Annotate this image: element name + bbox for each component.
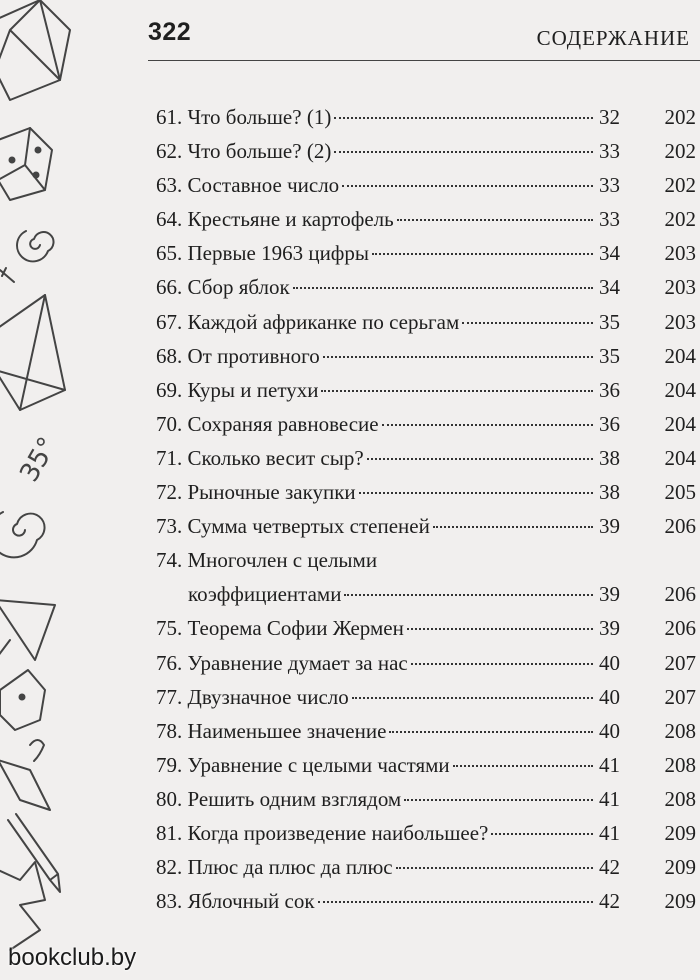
- toc-entry: [156, 714, 696, 748]
- dot-leader: [344, 594, 593, 596]
- toc-entry-page: 34: [599, 241, 620, 266]
- toc-entry-title: 62. Что больше? (2): [156, 139, 332, 164]
- toc-entry: [156, 816, 696, 850]
- table-of-contents: [156, 100, 696, 918]
- toc-entry-page: 42: [599, 855, 620, 880]
- toc-entry-title: 72. Рыночные закупки: [156, 480, 356, 505]
- toc-entry: [156, 305, 696, 339]
- toc-entry-title: 71. Сколько весит сыр?: [156, 445, 364, 470]
- toc-entry-page: 41: [599, 820, 620, 845]
- cube-drawing: [0, 670, 45, 730]
- toc-entry-answer-page: 209: [664, 820, 696, 845]
- toc-entry-answer-page: 202: [664, 207, 696, 232]
- spiral-drawing: [17, 231, 54, 261]
- toc-entry-page: 41: [599, 752, 620, 777]
- toc-entry: [156, 646, 696, 680]
- toc-entry-answer-page: 204: [664, 411, 696, 436]
- running-head: СОДЕРЖАНИЕ: [536, 26, 690, 50]
- toc-entry: [156, 100, 696, 134]
- toc-entry: [156, 611, 696, 645]
- dot-leader: [334, 151, 593, 153]
- dot-leader: [342, 185, 593, 187]
- toc-entry-answer-page: 209: [664, 889, 696, 914]
- angle-label: 35°: [14, 432, 64, 488]
- toc-entry-title: 78. Наименьшее значение: [156, 718, 387, 743]
- dot-leader: [396, 867, 593, 869]
- toc-entry-title: 77. Двузначное число: [156, 684, 349, 709]
- toc-entry-answer-page: 202: [664, 139, 696, 164]
- toc-entry-answer-page: 205: [664, 480, 696, 505]
- toc-entry: [156, 850, 696, 884]
- toc-entry-answer-page: 204: [664, 445, 696, 470]
- squiggle-drawing: [30, 740, 44, 761]
- toc-entry: [156, 202, 696, 236]
- toc-entry: [156, 407, 696, 441]
- toc-entry-answer-page: 206: [664, 582, 696, 607]
- toc-entry-answer-page: 209: [664, 855, 696, 880]
- toc-entry-title: 64. Крестьяне и картофель: [156, 207, 394, 232]
- dot-leader: [318, 901, 593, 903]
- page-number: 322: [148, 18, 192, 46]
- toc-entry: [156, 884, 696, 918]
- toc-entry-page: 40: [599, 684, 620, 709]
- toc-entry-answer-page: 203: [664, 241, 696, 266]
- toc-entry-page: 35: [599, 343, 620, 368]
- toc-entry-page: 35: [599, 309, 620, 334]
- toc-entry-page: 39: [599, 582, 620, 607]
- toc-entry-page: 36: [599, 377, 620, 402]
- toc-entry-title: 79. Уравнение с целыми частями: [156, 752, 450, 777]
- toc-entry: [156, 543, 696, 611]
- toc-entry-title: 82. Плюс да плюс да плюс: [156, 855, 393, 880]
- toc-entry-title: 75. Теорема Софии Жермен: [156, 616, 404, 641]
- toc-entry-page: 33: [599, 207, 620, 232]
- toc-entry-answer-page: 207: [664, 684, 696, 709]
- toc-entry-answer-page: 204: [664, 377, 696, 402]
- pin-drawing: [0, 268, 14, 282]
- toc-entry-title: 70. Сохраняя равновесие: [156, 411, 379, 436]
- prism-drawing: [0, 760, 50, 810]
- zigzag-drawing: [0, 862, 45, 950]
- toc-entry-title: 69. Куры и петухи: [156, 377, 319, 402]
- dot-leader: [382, 424, 593, 426]
- toc-entry-title: 74. Многочлен с целыми: [156, 548, 378, 573]
- toc-entry: [156, 134, 696, 168]
- dot-leader: [462, 322, 593, 324]
- toc-entry-page: 40: [599, 650, 620, 675]
- toc-entry-answer-page: 206: [664, 616, 696, 641]
- toc-entry-title: 61. Что больше? (1): [156, 105, 332, 129]
- dice-drawing: [0, 128, 52, 200]
- dot-leader: [433, 526, 593, 528]
- dot-leader: [397, 219, 593, 221]
- toc-entry-page: 34: [599, 275, 620, 300]
- toc-entry-title: 65. Первые 1963 цифры: [156, 241, 370, 266]
- dot-leader: [389, 731, 593, 733]
- dot-leader: [367, 458, 593, 460]
- toc-entry-title: 67. Каждой африканке по серьгам: [156, 309, 460, 334]
- dot-leader: [453, 765, 593, 767]
- toc-entry-title: 63. Составное число: [156, 173, 340, 198]
- toc-entry-answer-page: 204: [664, 343, 696, 368]
- pyramid-drawing: [0, 295, 65, 410]
- watermark: bookclub.by: [8, 944, 137, 971]
- dot-leader: [359, 492, 593, 494]
- toc-entry-page: 32: [599, 105, 620, 129]
- toc-entry: [156, 509, 696, 543]
- toc-entry-answer-page: 206: [664, 514, 696, 539]
- toc-entry-title: 76. Уравнение думает за нас: [156, 650, 408, 675]
- toc-entry-page: 39: [599, 514, 620, 539]
- toc-entry-answer-page: 203: [664, 309, 696, 334]
- polyhedron-drawing: [0, 0, 70, 100]
- dot-leader: [321, 390, 593, 392]
- triangle-drawing: [0, 600, 55, 660]
- toc-entry-answer-page: 207: [664, 650, 696, 675]
- dot-leader: [323, 356, 593, 358]
- toc-entry-answer-page: 208: [664, 718, 696, 743]
- dot-leader: [404, 799, 593, 801]
- toc-entry-title: 80. Решить одним взглядом: [156, 786, 402, 811]
- header-rule: [148, 60, 700, 61]
- toc-entry-answer-page: 203: [664, 275, 696, 300]
- toc-entry: [156, 782, 696, 816]
- toc-entry: [156, 475, 696, 509]
- toc-entry-answer-page: 202: [664, 105, 696, 129]
- toc-entry-page: 33: [599, 139, 620, 164]
- toc-entry-title: 66. Сбор яблок: [156, 275, 290, 300]
- toc-entry-title: 81. Когда произведение наибольшее?: [156, 820, 489, 845]
- pencil-drawing: [8, 814, 60, 892]
- toc-entry-page: 39: [599, 616, 620, 641]
- dot-leader: [411, 663, 593, 665]
- toc-entry-title: 83. Яблочный сок: [156, 889, 315, 914]
- dot-leader: [293, 287, 593, 289]
- toc-entry-answer-page: 202: [664, 173, 696, 198]
- toc-entry-title: 68. От противного: [156, 343, 320, 368]
- dot-leader: [407, 628, 593, 630]
- toc-entry: [156, 236, 696, 270]
- dot-leader: [491, 833, 593, 835]
- toc-entry-page: 42: [599, 889, 620, 914]
- toc-entry: [156, 373, 696, 407]
- dot-leader: [352, 697, 593, 699]
- dot-leader: [334, 117, 593, 119]
- toc-entry-title: 73. Сумма четвертых степеней: [156, 514, 430, 539]
- toc-entry-page: 41: [599, 786, 620, 811]
- toc-entry-page: 38: [599, 480, 620, 505]
- toc-entry: [156, 339, 696, 373]
- toc-entry-page: 36: [599, 411, 620, 436]
- toc-entry: [156, 270, 696, 304]
- toc-entry: [156, 748, 696, 782]
- toc-entry: [156, 680, 696, 714]
- toc-entry-page: 40: [599, 718, 620, 743]
- toc-entry-answer-page: 208: [664, 786, 696, 811]
- toc-entry-title-continued: коэффициентами: [188, 582, 342, 607]
- toc-entry: [156, 168, 696, 202]
- toc-entry-answer-page: 208: [664, 752, 696, 777]
- toc-entry-page: 33: [599, 173, 620, 198]
- margin-doodles: [0, 0, 120, 980]
- toc-entry: [156, 441, 696, 475]
- spiral-drawing-2: [0, 512, 45, 557]
- toc-entry-page: 38: [599, 445, 620, 470]
- dot-leader: [372, 253, 593, 255]
